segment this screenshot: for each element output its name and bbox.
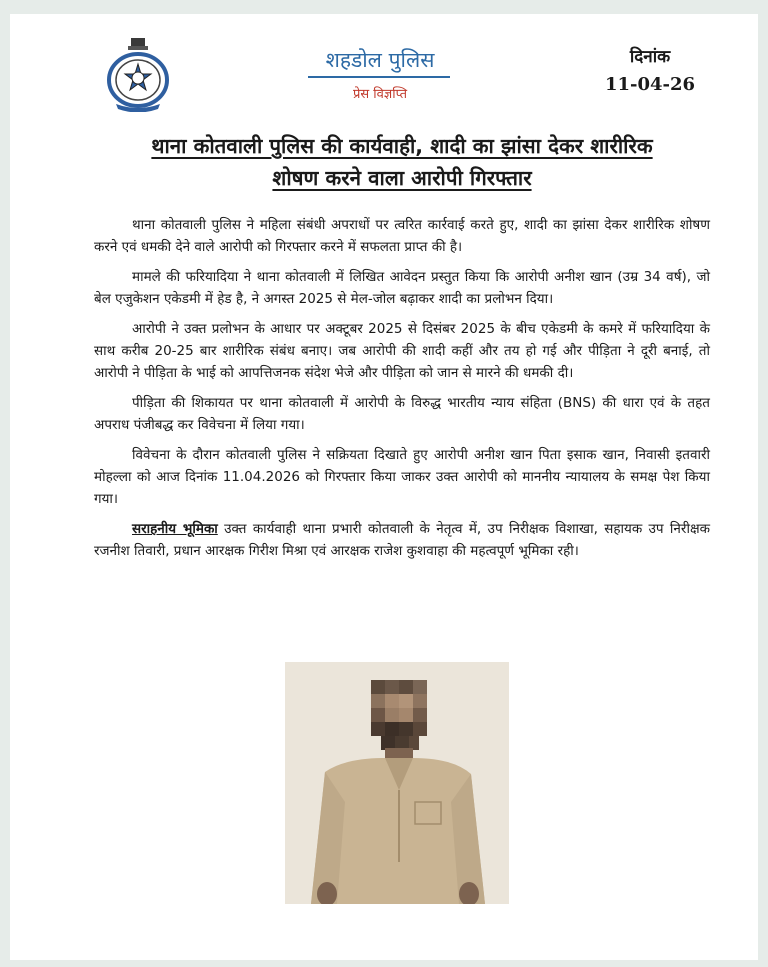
date-value: 11-04-26 bbox=[604, 74, 696, 95]
press-release-label: प्रेस विज्ञप्ति bbox=[352, 87, 408, 102]
release-body bbox=[94, 214, 710, 570]
title-underline bbox=[308, 76, 450, 78]
headline-line-1: थाना कोतवाली पुलिस की कार्यवाही, शादी का झांसा देकर शारीरिक bbox=[151, 134, 653, 158]
appreciation-text: उक्त कार्यवाही थाना प्रभारी कोतवाली के नेतृत्व में, उप निरीक्षक विशाखा, सहायक उप निरीक्षक रजनीश तिवारी, प्रधान आरक्षक गिरीश मिश्रा एवं आरक्षक राजेश कुशवाहा की महत्वपूर्ण भूमिका रही। bbox=[94, 521, 710, 559]
police-emblem-icon bbox=[106, 36, 170, 112]
paragraph: मामले की फरियादिया ने थाना कोतवाली में लिखित आवेदन प्रस्तुत किया कि आरोपी अनीश खान (उम्र 34 वर्ष), जो बेल एजुकेशन एकेडमी में हेड है, ने अगस्त 2025 से मेल-जोल बढ़ाकर शादी का प्रलोभन दिया। bbox=[94, 269, 710, 307]
headline bbox=[94, 130, 710, 194]
headline-line-2: शोषण करने वाला आरोपी गिरफ्तार bbox=[272, 166, 532, 190]
letterhead bbox=[10, 14, 758, 124]
paragraph: आरोपी ने उक्त प्रलोभन के आधार पर अक्टूबर 2025 से दिसंबर 2025 के बीच एकेडमी के कमरे में फरियादिया के साथ करीब 20-25 बार शारीरिक संबंध बनाए। जब आरोपी की शादी कहीं और तय हो गई और पीड़िता ने दूरी बनाई, तो आरोपी ने पीड़िता के भाई को आपत्तिजनक संदेश भेजे और पीड़िता को जान से मारने की धमकी दी। bbox=[94, 321, 710, 381]
organization-title: शहडोल पुलिस bbox=[325, 48, 435, 72]
appreciation-label: सराहनीय भूमिका bbox=[132, 521, 218, 537]
press-release-page bbox=[10, 14, 758, 960]
paragraph: पीड़िता की शिकायत पर थाना कोतवाली में आरोपी के विरुद्ध भारतीय न्याय संहिता (BNS) की धारा एवं के तहत अपराध पंजीबद्ध कर विवेचना में लिया गया। bbox=[94, 395, 710, 433]
appreciation-paragraph bbox=[94, 518, 710, 562]
paragraph: विवेचना के दौरान कोतवाली पुलिस ने सक्रियता दिखाते हुए आरोपी अनीश खान पिता इसाक खान, निवासी इतवारी मोहल्ला को आज दिनांक 11.04.2026 को गिरफ्तार किया जाकर उक्त आरोपी को माननीय न्यायालय के समक्ष पेश किया गया। bbox=[94, 447, 710, 507]
paragraph: थाना कोतवाली पुलिस ने महिला संबंधी अपराधों पर त्वरित कार्रवाई करते हुए, शादी का झांसा देकर शारीरिक शोषण करने एवं धमकी देने वाले आरोपी को गिरफ्तार करने में सफलता प्राप्त की है। bbox=[94, 217, 710, 255]
accused-photo bbox=[285, 662, 509, 904]
date-label: दिनांक bbox=[629, 47, 671, 67]
